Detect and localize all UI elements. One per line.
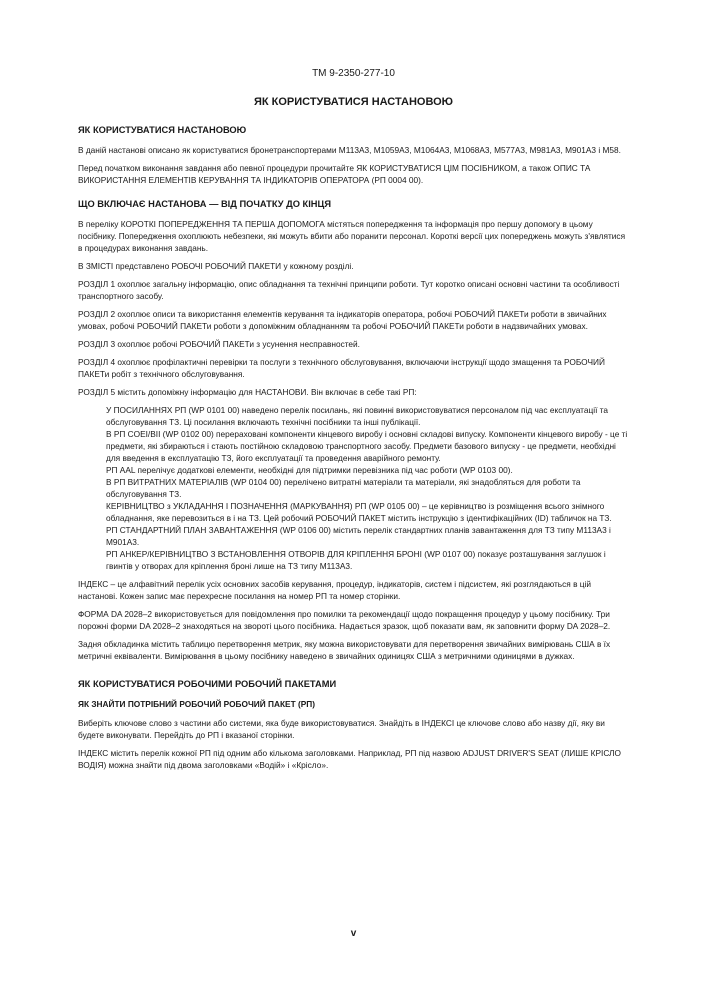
section-heading-work-packages: ЯК КОРИСТУВАТИСЯ РОБОЧИМИ РОБОЧИЙ ПАКЕТАМИ — [78, 679, 337, 689]
paragraph: ФОРМА DA 2028–2 використовується для повідомлення про помилки та рекомендації щодо покращення процедур у цьому посібнику. Три порожні форми DA 2028–2 знаходяться на звороті цього посібника. Надається зразок, щоб показати вам, як заповнити форму DA 2028–2. — [78, 609, 611, 631]
document-number: ТМ 9-2350-277-10 — [312, 68, 395, 79]
paragraph: РОЗДІЛ 3 охоплює робочі РОБОЧИЙ ПАКЕТи з усунення несправностей. — [78, 339, 360, 349]
paragraph: РОЗДІЛ 1 охоплює загальну інформацію, опис обладнання та технічні принципи роботи. Тут коротко описані основні частини та особливості транспортного засобу. — [78, 279, 620, 301]
document-body — [78, 124, 630, 777]
section-heading-how-to-use: ЯК КОРИСТУВАТИСЯ НАСТАНОВОЮ — [78, 125, 247, 135]
subsection-heading-find-package: ЯК ЗНАЙТИ ПОТРІБНИЙ РОБОЧИЙ РОБОЧИЙ ПАКЕТ (РП) — [78, 699, 315, 709]
section-heading-contents: ЩО ВКЛЮЧАЄ НАСТАНОВА — ВІД ПОЧАТКУ ДО КІНЦЯ — [78, 199, 331, 209]
paragraph: Перед початком виконання завдання або певної процедури прочитайте ЯК КОРИСТУВАТИСЯ ЦІМ ПОСІБНИКОМ, а також ОПИС ТА ВИКОРИСТАННЯ ЕЛЕМЕНТІВ КЕРУВАННЯ ТА ІНДИКАТОРІВ ОПЕРАТОРА (РП 0004 00). — [78, 163, 591, 185]
paragraph: РОЗДІЛ 5 містить допоміжну інформацію для НАСТАНОВИ. Він включає в себе такі РП: — [78, 387, 417, 397]
list-item: КЕРІВНИЦТВО з УКЛАДАННЯ І ПОЗНАЧЕННЯ (МАРКУВАННЯ) РП (WP 0105 00) – це керівництво із розміщення всього знімного обладнання, яке перевозиться в і на ТЗ. Цей робочий РОБОЧИЙ ПАКЕТ містить інструкцію з ідентифікаційних (ID) табличок на ТЗ. — [106, 501, 612, 523]
paragraph: В ЗМІСТІ представлено РОБОЧІ РОБОЧИЙ ПАКЕТИ у кожному розділі. — [78, 261, 354, 271]
page-number: v — [350, 928, 357, 939]
list-item: В РП ВИТРАТНИХ МАТЕРІАЛІВ (WP 0104 00) перелічено витратні матеріали та матеріали, які знадобляться для роботи та обслуговування ТЗ. — [106, 477, 581, 499]
list-item: РП AAL перелічує додаткові елементи, необхідні для підтримки перевізника під час роботи (WP 0103 00). — [106, 465, 513, 475]
paragraph: РОЗДІЛ 2 охоплює описи та використання елементів керування та індикаторів оператора, робочі РОБОЧИЙ ПАКЕТи роботи в звичайних умовах, робочі РОБОЧИЙ ПАКЕТи роботи з допоміжним обладнанням та робочі РОБОЧИЙ ПАКЕТи роботи в надзвичайних умовах. — [78, 309, 607, 331]
list-item: В РП COEI/BII (WP 0102 00) перераховані компоненти кінцевого виробу і основні складові випуску. Компоненти кінцевого виробу - це ті предмети, які збираються і стають постійною складовою транспортного засобу. Предмети базового випуску - це предмети, необхідні для введення в експлуатацію ТЗ, його експлуатації та проведення аварійного ремонту. — [106, 429, 628, 463]
list-item: РП СТАНДАРТНИЙ ПЛАН ЗАВАНТАЖЕННЯ (WP 0106 00) містить перелік стандартних планів завантаження для ТЗ типу M113A3 і M901A3. — [106, 525, 611, 547]
paragraph: В даній настанові описано як користуватися бронетранспортерами M113A3, M1059A3, M1064A3, M1068A3, M577A3, M981A3, M901A3 і M58. — [78, 145, 621, 155]
paragraph: Задня обкладинка містить таблицю перетворення метрик, яку можна використовувати для перетворення звичайних вимірювань США в їх метричні еквіваленти. Вимірювання в цьому посібнику наведено в звичайних одиницях США з метричними одиницями в дужках. — [78, 639, 611, 661]
paragraph: Виберіть ключове слово з частини або системи, яка буде використовуватися. Знайдіть в ІНДЕКСІ це ключове слово або назву дії, яку ви будете виконувати. Перейдіть до РП і вказаної сторінки. — [78, 718, 605, 740]
chapter5-list — [78, 404, 630, 572]
page-title: ЯК КОРИСТУВАТИСЯ НАСТАНОВОЮ — [253, 96, 454, 108]
paragraph: ІНДЕКС містить перелік кожної РП під одним або кількома заголовками. Наприклад, РП під назвою ADJUST DRIVER'S SEAT (ЛИШЕ КРІСЛО ВОДІЯ) можна знайти під двома заголовками «Водій» і «Крісло». — [78, 748, 621, 770]
paragraph: РОЗДІЛ 4 охоплює профілактичні перевірки та послуги з технічного обслуговування, включаючи інструкції щодо змащення та РОБОЧИЙ ПАКЕТи робіт з технічного обслуговування. — [78, 357, 605, 379]
list-item: РП АНКЕР/КЕРІВНИЦТВО З ВСТАНОВЛЕННЯ ОТВОРІВ ДЛЯ КРІПЛЕННЯ БРОНІ (WP 0107 00) показує розташування заглушок і гвинтів у отворах для кріплення броні лише на ТЗ типу M113A3. — [106, 549, 606, 571]
paragraph: ІНДЕКС – це алфавітний перелік усіх основних засобів керування, процедур, індикаторів, систем і підсистем, які розглядаються в цій настанові. Кожен запис має перехресне посилання на номер РП та номер сторінки. — [78, 579, 592, 601]
paragraph: В переліку КОРОТКІ ПОПЕРЕДЖЕННЯ ТА ПЕРША ДОПОМОГА містяться попередження та інформація про першу допомогу в цьому посібнику. Попередження охоплюють небезпеки, які можуть вбити або поранити персонал. Короткі версії цих попереджень можуть з'являтися в процедурах виконання завдань. — [78, 219, 626, 253]
list-item: У ПОСИЛАННЯХ РП (WP 0101 00) наведено перелік посилань, які повинні використовуватися персоналом під час експлуатації та обслуговування ТЗ. Ці посилання включають технічні посібники та інші публікації. — [106, 405, 609, 427]
